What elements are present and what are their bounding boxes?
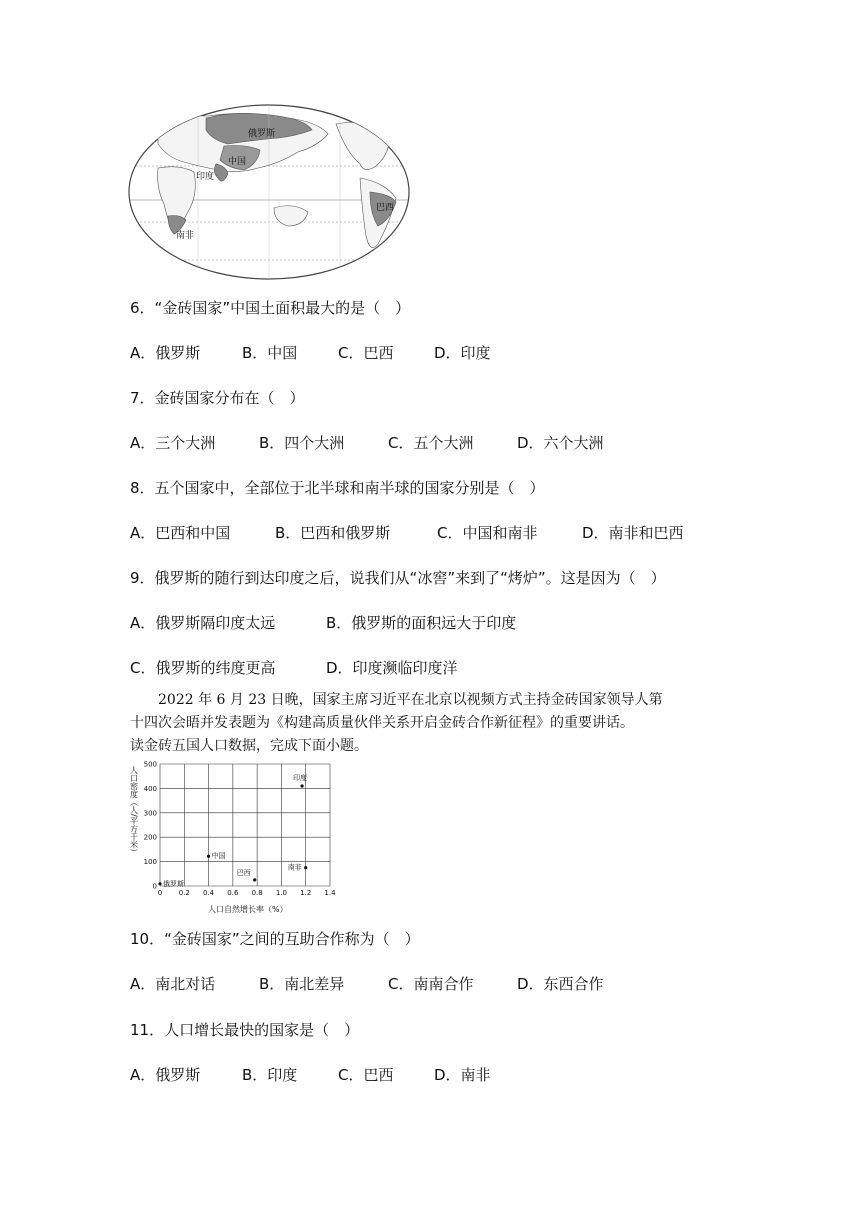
chart-x-tick-label: 0.6 bbox=[227, 889, 239, 897]
chart-point-label: 巴西 bbox=[236, 868, 251, 877]
passage-line-1: 2022 年 6 月 23 日晚，国家主席习近平在北京以视频方式主持金砖国家领导人第 bbox=[158, 692, 663, 708]
question-10-option-d[interactable]: D．东西合作 bbox=[517, 975, 604, 993]
passage-line-2: 十四次会晤并发表题为《构建高质量伙伴关系开启金砖合作新征程》的重要讲话。 bbox=[130, 715, 634, 731]
question-6-stem: 6．“金砖国家”中国土面积最大的是（ ） bbox=[130, 299, 411, 317]
question-9-options-row1 bbox=[130, 613, 516, 633]
map-label-china: 中国 bbox=[228, 157, 247, 167]
question-11-option-b[interactable]: B．印度 bbox=[242, 1066, 298, 1084]
chart-point-label: 中国 bbox=[211, 852, 226, 861]
question-9-options-row2 bbox=[130, 658, 458, 678]
reading-passage bbox=[130, 689, 730, 758]
question-7-option-a[interactable]: A．三个大洲 bbox=[130, 434, 216, 452]
question-8-option-d[interactable]: D．南非和巴西 bbox=[582, 524, 684, 542]
map-label-south-africa: 南非 bbox=[176, 231, 195, 241]
question-9-stem: 9．俄罗斯的随行到达印度之后，说我们从“冰窖”来到了“烤炉”。这是因为（ ） bbox=[130, 569, 666, 587]
passage-line-3: 读金砖五国人口数据，完成下面小题。 bbox=[130, 738, 368, 754]
population-scatter-chart bbox=[128, 756, 340, 916]
world-map bbox=[128, 104, 410, 280]
question-8-stem: 8．五个国家中，全部位于北半球和南半球的国家分别是（ ） bbox=[130, 479, 545, 497]
chart-x-tick-label: 0.4 bbox=[203, 889, 215, 897]
chart-point bbox=[304, 866, 307, 869]
chart-point bbox=[207, 855, 210, 858]
chart-x-tick-label: 1.2 bbox=[300, 889, 312, 897]
question-10-option-c[interactable]: C．南南合作 bbox=[388, 975, 474, 993]
question-9-option-a[interactable]: A．俄罗斯隔印度太远 bbox=[130, 614, 276, 632]
chart-y-tick-label: 100 bbox=[143, 858, 157, 867]
question-6-option-d[interactable]: D．印度 bbox=[434, 344, 491, 362]
map-label-brazil: 巴西 bbox=[376, 203, 395, 213]
question-6-option-a[interactable]: A．俄罗斯 bbox=[130, 344, 201, 362]
chart-x-tick-label: 0.8 bbox=[251, 889, 263, 897]
question-8-option-a[interactable]: A．巴西和中国 bbox=[130, 524, 231, 542]
question-11-option-a[interactable]: A．俄罗斯 bbox=[130, 1066, 201, 1084]
question-7-options bbox=[130, 433, 604, 453]
question-8-option-c[interactable]: C．中国和南非 bbox=[437, 524, 538, 542]
question-10-option-a[interactable]: A．南北对话 bbox=[130, 975, 216, 993]
chart-x-axis-label: 人口自然增长率（%） bbox=[208, 905, 288, 914]
question-10-options bbox=[130, 974, 604, 994]
question-7-option-d[interactable]: D．六个大洲 bbox=[517, 434, 604, 452]
question-11-stem: 11．人口增长最快的国家是（ ） bbox=[130, 1021, 360, 1039]
question-11-options bbox=[130, 1065, 491, 1085]
question-7-option-c[interactable]: C．五个大洲 bbox=[388, 434, 474, 452]
chart-y-tick-label: 500 bbox=[143, 760, 157, 769]
chart-point bbox=[300, 784, 303, 787]
question-11-option-c[interactable]: C．巴西 bbox=[338, 1066, 394, 1084]
question-9-option-c[interactable]: C．俄罗斯的纬度更高 bbox=[130, 659, 276, 677]
chart-point bbox=[158, 882, 161, 885]
question-7-option-b[interactable]: B．四个大洲 bbox=[259, 434, 345, 452]
chart-point-label: 俄罗斯 bbox=[163, 879, 184, 888]
chart-x-tick-label: 0.2 bbox=[178, 889, 190, 897]
chart-x-tick-label: 1.4 bbox=[324, 889, 336, 897]
question-6-option-c[interactable]: C．巴西 bbox=[338, 344, 394, 362]
question-6-option-b[interactable]: B．中国 bbox=[242, 344, 298, 362]
chart-y-axis-label: 人口密度（人/平方千米） bbox=[129, 766, 139, 857]
chart-point-label: 印度 bbox=[293, 773, 308, 782]
question-10-option-b[interactable]: B．南北差异 bbox=[259, 975, 345, 993]
chart-y-tick-label: 0 bbox=[152, 882, 157, 891]
chart-point bbox=[253, 878, 256, 881]
map-label-india: 印度 bbox=[196, 172, 215, 182]
chart-y-tick-label: 200 bbox=[143, 833, 157, 842]
question-6-options bbox=[130, 343, 491, 363]
question-9-option-b[interactable]: B．俄罗斯的面积远大于印度 bbox=[326, 614, 517, 632]
question-8-option-b[interactable]: B．巴西和俄罗斯 bbox=[275, 524, 391, 542]
question-10-stem: 10．“金砖国家”之间的互助合作称为（ ） bbox=[130, 930, 420, 948]
chart-y-tick-label: 400 bbox=[143, 784, 157, 793]
chart-x-tick-label: 0 bbox=[157, 889, 163, 897]
chart-x-tick-label: 1.0 bbox=[275, 889, 287, 897]
question-8-options bbox=[130, 523, 684, 543]
chart-y-tick-label: 300 bbox=[143, 809, 157, 818]
map-label-russia: 俄罗斯 bbox=[248, 129, 276, 139]
question-9-option-d[interactable]: D．印度濒临印度洋 bbox=[326, 659, 458, 677]
question-11-option-d[interactable]: D．南非 bbox=[434, 1066, 491, 1084]
chart-point-label: 南非 bbox=[287, 863, 302, 872]
question-7-stem: 7．金砖国家分布在（ ） bbox=[130, 389, 305, 407]
